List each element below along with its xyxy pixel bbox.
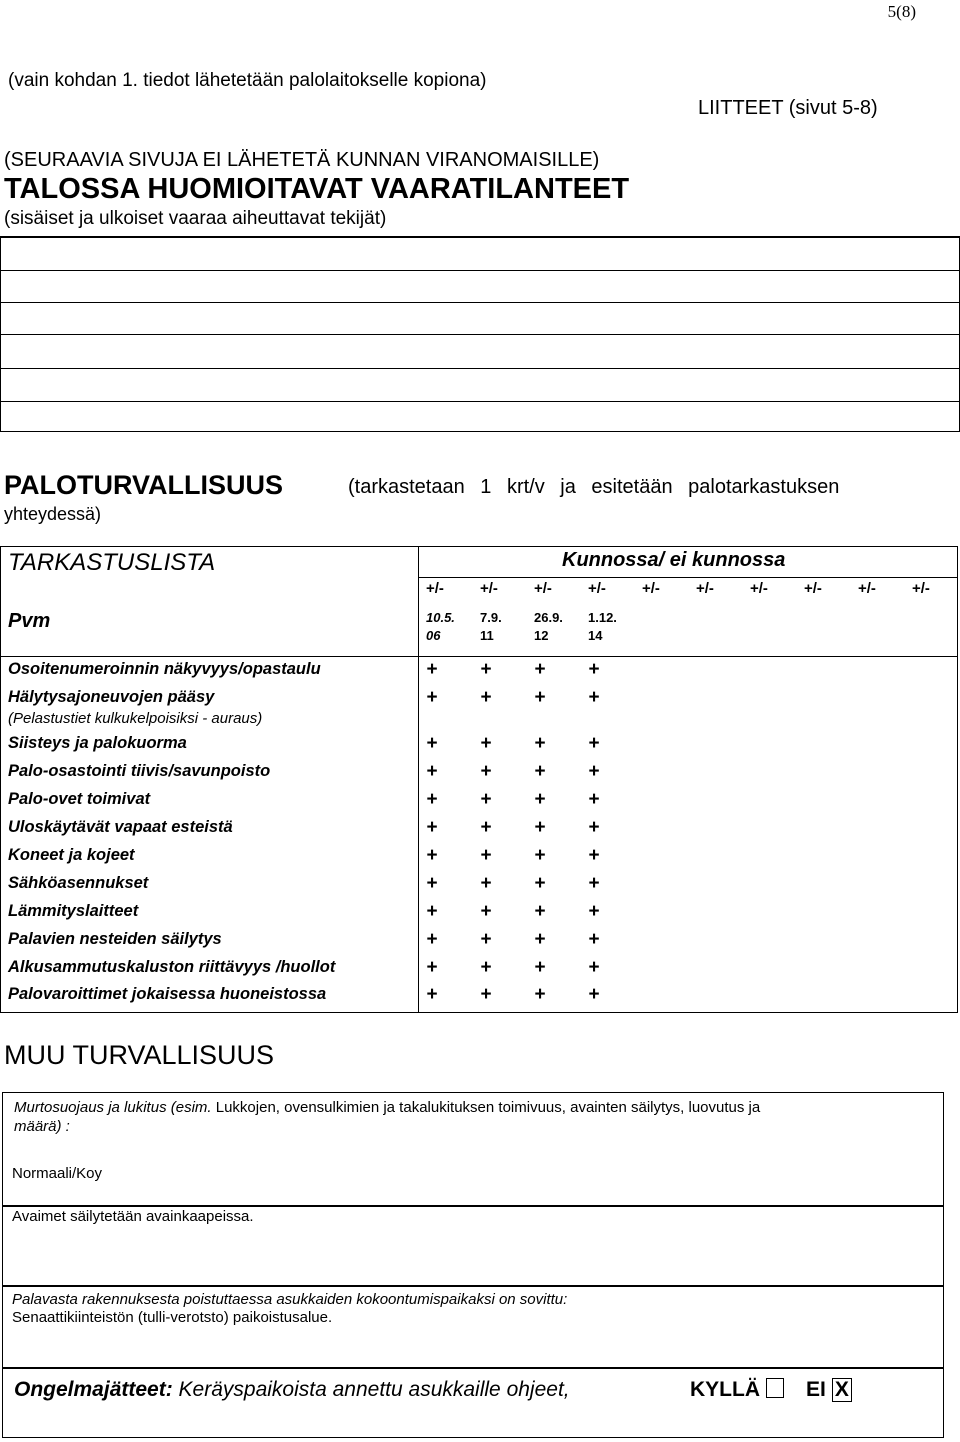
check-mark[interactable]: +	[426, 901, 438, 922]
check-mark[interactable]: +	[588, 733, 600, 754]
check-mark[interactable]: +	[426, 845, 438, 866]
checklist-item-label: Palovaroittimet jokaisessa huoneistossa	[8, 985, 327, 1003]
attachments-label: LIITTEET (sivut 5-8)	[698, 97, 878, 119]
check-mark[interactable]: +	[480, 873, 492, 894]
checklist-item-label: Palo-ovet toimivat	[8, 790, 151, 808]
lock-label-3: määrä) :	[14, 1118, 70, 1135]
evacuation-line-1: Palavasta rakennuksesta poistuttaessa asukkaiden kokoontumispaikaksi on sovittu:	[12, 1291, 568, 1308]
check-mark[interactable]: +	[534, 901, 546, 922]
page-number: 5(8)	[887, 2, 916, 21]
yes-checkbox[interactable]	[766, 1378, 784, 1398]
check-mark[interactable]: +	[588, 873, 600, 894]
inspection-date-4-cont: 14	[588, 628, 603, 643]
checklist-item-label: Lämmityslaitteet	[8, 902, 139, 920]
check-mark[interactable]: +	[426, 957, 438, 978]
check-mark[interactable]: +	[480, 789, 492, 810]
check-mark[interactable]: +	[480, 817, 492, 838]
inspection-date-3-cont: 12	[534, 628, 549, 643]
checklist-item-label: Sähköasennukset	[8, 874, 149, 892]
check-mark[interactable]: +	[534, 929, 546, 950]
lock-label-1: Murtosuojaus ja lukitus (esim.	[14, 1099, 212, 1116]
check-mark[interactable]: +	[480, 733, 492, 754]
check-mark[interactable]: +	[588, 761, 600, 782]
problems-text: Keräyspaikoista annettu asukkaille ohjeet,	[178, 1378, 570, 1401]
lock-value: Normaali/Koy	[12, 1165, 103, 1182]
check-mark[interactable]: +	[534, 957, 546, 978]
pm-header-5: +/-	[642, 580, 660, 597]
check-mark[interactable]: +	[426, 984, 438, 1005]
inspection-date-3: 26.9.	[534, 610, 563, 625]
lock-label-2: Lukkojen, ovensulkimien ja takalukituksen toimivuus, avainten säilytys, luovutus ja	[215, 1099, 761, 1116]
check-mark[interactable]: +	[588, 984, 600, 1005]
check-mark[interactable]: +	[426, 929, 438, 950]
no-option[interactable]	[806, 1378, 852, 1402]
status-header: Kunnossa/ ei kunnossa	[562, 549, 786, 571]
date-label: Pvm	[8, 610, 51, 632]
check-mark[interactable]: +	[480, 659, 492, 680]
check-mark[interactable]: +	[426, 659, 438, 680]
checklist-item-label: Osoitenumeroinnin näkyvyys/opastaulu	[8, 660, 321, 678]
checklist-item-label: Palo-osastointi tiivis/savunpoisto	[8, 762, 271, 780]
inspection-date-1-cont: 06	[426, 628, 441, 643]
check-mark[interactable]: +	[426, 789, 438, 810]
no-label: EI	[806, 1378, 826, 1401]
pm-header-10: +/-	[912, 580, 930, 597]
inspection-date-2: 7.9.	[480, 610, 502, 625]
pm-header-2: +/-	[480, 580, 498, 597]
pm-header-6: +/-	[696, 580, 714, 597]
check-mark[interactable]: +	[588, 929, 600, 950]
checklist-item-label: Siisteys ja palokuorma	[8, 734, 187, 752]
checklist-item-label: Palavien nesteiden säilytys	[8, 930, 222, 948]
checklist-item-label: Uloskäytävät vapaat esteistä	[8, 818, 233, 836]
pm-header-9: +/-	[858, 580, 876, 597]
check-mark[interactable]: +	[426, 817, 438, 838]
check-mark[interactable]: +	[534, 845, 546, 866]
header-note: (vain kohdan 1. tiedot lähetetään palolaitokselle kopiona)	[8, 70, 487, 91]
check-mark[interactable]: +	[534, 817, 546, 838]
keys-value: Avaimet säilytetään avainkaapeissa.	[12, 1208, 254, 1225]
check-mark[interactable]: +	[588, 817, 600, 838]
yes-label: KYLLÄ	[690, 1378, 760, 1401]
check-mark[interactable]: +	[534, 687, 546, 708]
check-mark[interactable]: +	[534, 984, 546, 1005]
check-mark[interactable]: +	[588, 789, 600, 810]
yes-option[interactable]	[690, 1378, 784, 1402]
check-mark[interactable]: +	[588, 845, 600, 866]
page-title: TALOSSA HUOMIOITAVAT VAARATILANTEET	[4, 173, 630, 205]
check-mark[interactable]: +	[534, 873, 546, 894]
checklist-item-sublabel: (Pelastustiet kulkukelpoisiksi - auraus)	[8, 710, 263, 727]
check-mark[interactable]: +	[480, 687, 492, 708]
fire-safety-title: PALOTURVALLISUUS	[4, 470, 284, 500]
check-mark[interactable]: +	[534, 659, 546, 680]
check-mark[interactable]: +	[426, 733, 438, 754]
fire-safety-note: (tarkastetaan 1 krt/v ja esitetään palotarkastuksen	[348, 476, 840, 498]
checklist-item-label: Alkusammutuskaluston riittävyys /huollot	[8, 958, 336, 976]
pm-header-1: +/-	[426, 580, 444, 597]
check-mark[interactable]: +	[480, 845, 492, 866]
check-mark[interactable]: +	[534, 761, 546, 782]
check-mark[interactable]: +	[534, 733, 546, 754]
pm-header-8: +/-	[804, 580, 822, 597]
other-safety-title: MUU TURVALLISUUS	[4, 1040, 275, 1070]
pm-header-3: +/-	[534, 580, 552, 597]
check-mark[interactable]: +	[480, 984, 492, 1005]
fire-safety-note-cont: yhteydessä)	[4, 504, 102, 524]
pm-header-7: +/-	[750, 580, 768, 597]
check-mark[interactable]: +	[588, 957, 600, 978]
check-mark[interactable]: +	[426, 761, 438, 782]
check-mark[interactable]: +	[480, 901, 492, 922]
evacuation-line-2: Senaattikiinteistön (tulli-verotsto) paikoistusalue.	[12, 1309, 333, 1326]
check-mark[interactable]: +	[426, 687, 438, 708]
inspection-date-4: 1.12.	[588, 610, 617, 625]
not-sent-note: (SEURAAVIA SIVUJA EI LÄHETETÄ KUNNAN VIRANOMAISILLE)	[4, 149, 600, 171]
check-mark[interactable]: +	[426, 873, 438, 894]
checklist-title: TARKASTUSLISTA	[8, 549, 216, 576]
pm-header-4: +/-	[588, 580, 606, 597]
checklist-item-label: Koneet ja kojeet	[8, 846, 135, 864]
page-subtitle: (sisäiset ja ulkoiset vaaraa aiheuttavat tekijät)	[4, 208, 387, 229]
inspection-date-2-cont: 11	[480, 628, 494, 643]
check-mark[interactable]: +	[480, 957, 492, 978]
check-mark[interactable]: +	[534, 789, 546, 810]
problems-label: Ongelmajätteet:	[14, 1378, 173, 1401]
inspection-date-1: 10.5.	[426, 610, 455, 625]
no-checkbox-checked[interactable]: X	[832, 1378, 852, 1402]
hazard-lines-box[interactable]	[0, 236, 960, 432]
check-mark[interactable]: +	[480, 929, 492, 950]
check-mark[interactable]: +	[588, 659, 600, 680]
check-mark[interactable]: +	[588, 687, 600, 708]
problems-row	[14, 1378, 570, 1402]
check-mark[interactable]: +	[588, 901, 600, 922]
check-mark[interactable]: +	[480, 761, 492, 782]
checklist-item-label: Hälytysajoneuvojen pääsy	[8, 688, 215, 706]
